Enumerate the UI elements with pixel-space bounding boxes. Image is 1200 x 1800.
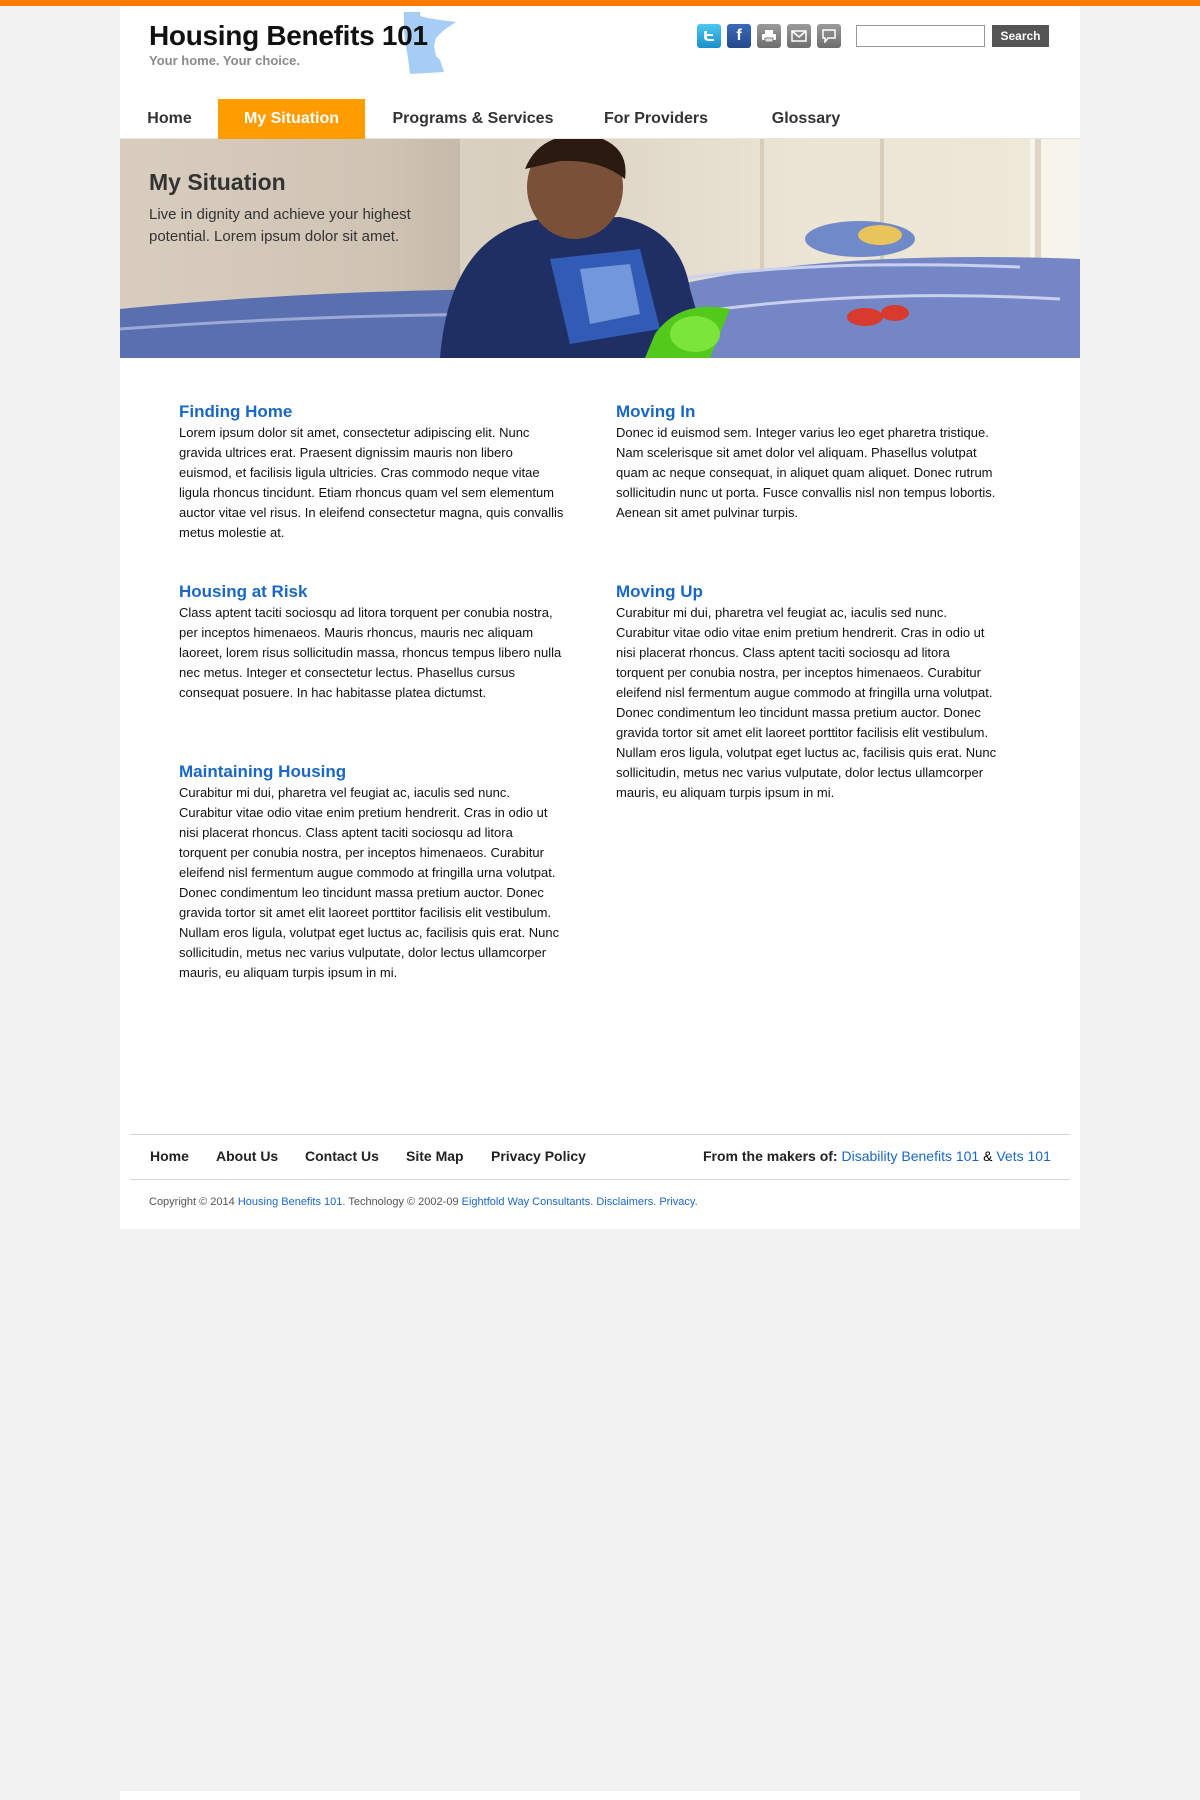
housing-at-risk-link[interactable]: Housing at Risk	[179, 582, 308, 601]
footer-divider-bottom	[130, 1179, 1070, 1180]
makers-label: From the makers of:	[703, 1148, 838, 1164]
housing-at-risk-text: Class aptent taciti sociosqu ad litora torquent per conubia nostra, per inceptos himenaeos. Mauris rhoncus, mauris nec aliquam laoreet, lorem risus sollicitudin massa, rhoncus tempus libero nulla nec metus. Integer et consectetur lectus. Phasellus cursus consequat posuere. In hac habitasse platea dictumst.	[179, 605, 562, 700]
hero-subtitle: Live in dignity and achieve your highest potential. Lorem ipsum dolor sit amet.	[149, 206, 411, 245]
footer-link-about-us[interactable]: About Us	[216, 1148, 279, 1164]
footer-link-privacy-policy[interactable]: Privacy Policy	[491, 1148, 586, 1164]
copyright-dot-2: .	[653, 1196, 657, 1208]
copyright-dot-3: .	[694, 1196, 698, 1208]
section-housing-at-risk	[179, 581, 564, 703]
nav-programs-services[interactable]: Programs & Services	[392, 110, 554, 127]
feedback-icon[interactable]	[817, 24, 841, 48]
section-moving-in	[616, 401, 1001, 523]
nav-my-situation[interactable]: My Situation	[218, 99, 365, 139]
copyright-line	[149, 1196, 698, 1208]
facebook-icon[interactable]: f	[727, 24, 751, 48]
disability-benefits-link[interactable]: Disability Benefits 101	[841, 1148, 980, 1164]
makers-ampersand: &	[983, 1148, 993, 1164]
share-icons	[697, 24, 841, 48]
site-title[interactable]: Housing Benefits 101	[149, 20, 428, 51]
bottom-page-strip	[120, 1791, 1080, 1800]
nav-for-providers[interactable]: For Providers	[603, 110, 709, 127]
finding-home-link[interactable]: Finding Home	[179, 402, 293, 421]
copyright-prefix: Copyright © 2014	[149, 1196, 235, 1208]
print-icon[interactable]	[757, 24, 781, 48]
copyright-dot-1: .	[590, 1196, 594, 1208]
main-nav	[120, 99, 1080, 139]
moving-in-text: Donec id euismod sem. Integer varius leo eget pharetra tristique. Nam scelerisque sit amet dolor vel aliquam. Phasellus volutpat quam ac neque consequat, in aliquet quam aliquet. Donec rutrum sollicitudin nunc ut porta. Fusce convallis nisl non tempus lobortis. Aenean sit amet pulvinar turpis.	[616, 425, 996, 520]
search-input[interactable]	[856, 25, 985, 47]
privacy-link[interactable]: Privacy	[659, 1196, 695, 1208]
moving-up-text-2: Donec condimentum leo tincidunt massa pretium auctor. Donec gravida tortor sit amet elit laoreet porttitor facilisis elit vestibulum. Nullam eros ligula, volutpat eget luctus ac, facilisis quis erat. Nunc sollicitudin, metus nec varius vulputate, dolor lectus ullamcorper mauris, eu aliquam turpis ipsum in mi.	[616, 705, 997, 800]
twitter-icon[interactable]	[697, 24, 721, 48]
footer-link-contact-us[interactable]: Contact Us	[305, 1148, 379, 1164]
makers-credits	[703, 1148, 1051, 1164]
page-container	[120, 6, 1080, 1229]
copyright-mid: . Technology © 2002-09	[342, 1196, 459, 1208]
maintaining-housing-text-1: Curabitur mi dui, pharetra vel feugiat ac, iaculis sed nunc. Curabitur vitae odio vitae enim pretium hendrerit. Cras in odio ut nisi placerat rhoncus. Class aptent taciti sociosqu ad litora torquent per conubia nostra, per inceptos himenaeos. Curabitur eleifend nisl fermentum augue commodo at fringilla urna volutpat.	[179, 785, 556, 880]
vets-101-link[interactable]: Vets 101	[996, 1148, 1051, 1164]
moving-up-link[interactable]: Moving Up	[616, 582, 703, 601]
disclaimers-link[interactable]: Disclaimers	[596, 1196, 654, 1208]
footer-link-site-map[interactable]: Site Map	[406, 1148, 464, 1164]
nav-home[interactable]: Home	[147, 110, 192, 127]
search-button[interactable]: Search	[992, 25, 1049, 47]
email-icon[interactable]	[787, 24, 811, 48]
footer-link-home[interactable]: Home	[150, 1148, 189, 1164]
site-tagline: Your home. Your choice.	[149, 53, 300, 68]
moving-up-text-1: Curabitur mi dui, pharetra vel feugiat ac, iaculis sed nunc. Curabitur vitae odio vitae enim pretium hendrerit. Cras in odio ut nisi placerat rhoncus. Class aptent taciti sociosqu ad litora torquent per conubia nostra, per inceptos himenaeos. Curabitur eleifend nisl fermentum augue commodo at fringilla urna volutpat.	[616, 605, 993, 700]
nav-glossary[interactable]: Glossary	[771, 110, 841, 127]
hero-title: My Situation	[149, 169, 286, 195]
footer-divider-top	[130, 1134, 1070, 1135]
maintaining-housing-text-2: Donec condimentum leo tincidunt massa pretium auctor. Donec gravida tortor sit amet elit laoreet porttitor facilisis elit vestibulum. Nullam eros ligula, volutpat eget luctus ac, facilisis quis erat. Nunc sollicitudin, metus nec varius vulputate, dolor lectus ullamcorper mauris, eu aliquam turpis ipsum in mi.	[179, 885, 560, 980]
finding-home-text: Lorem ipsum dolor sit amet, consectetur adipiscing elit. Nunc gravida ultrices erat. Praesent dignissim mauris non libero euismod, et facilisis ligula ultricies. Cras commodo neque vitae ligula rhoncus tincidunt. Etiam rhoncus quam vel sem elementum auctor vitae vel risus. In eleifend consectetur magna, quis convallis metus molestie at.	[179, 425, 564, 540]
section-moving-up	[616, 581, 1001, 803]
copyright-site-link[interactable]: Housing Benefits 101	[237, 1196, 343, 1208]
moving-in-link[interactable]: Moving In	[616, 402, 696, 421]
section-maintaining-housing	[179, 761, 564, 983]
section-finding-home	[179, 401, 564, 543]
copyright-company-link[interactable]: Eightfold Way Consultants	[461, 1196, 591, 1208]
maintaining-housing-link[interactable]: Maintaining Housing	[179, 762, 347, 781]
